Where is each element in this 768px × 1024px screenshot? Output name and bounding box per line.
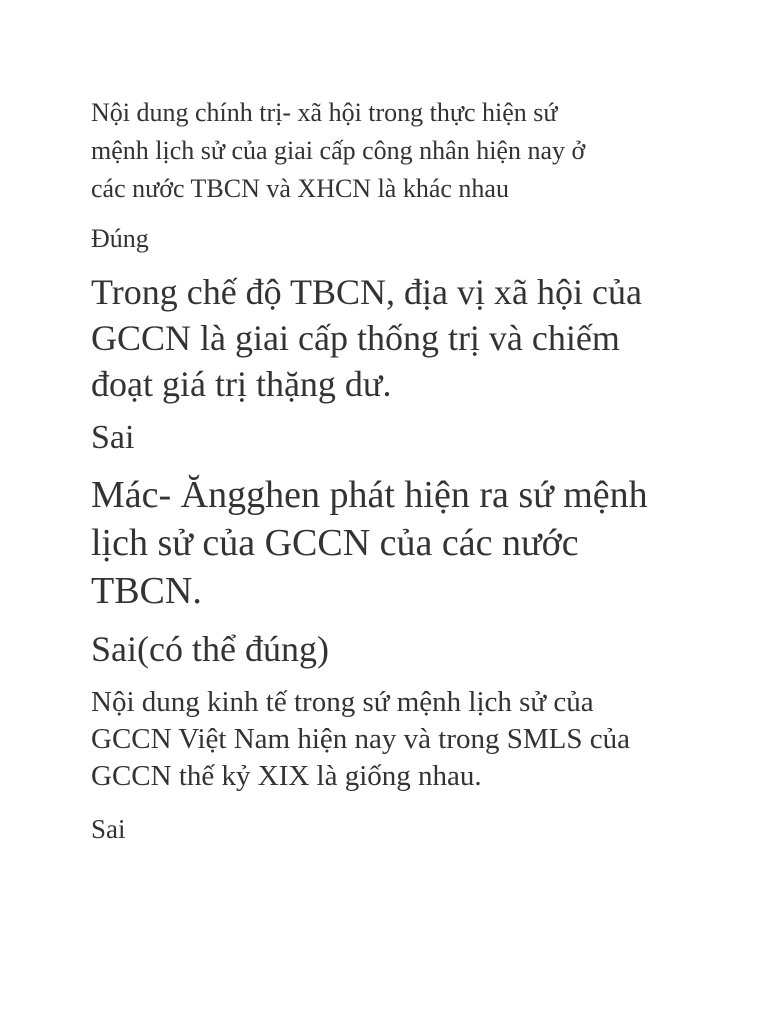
question-1 bbox=[91, 94, 585, 208]
question-line: các nước TBCN và XHCN là khác nhau bbox=[91, 174, 509, 203]
question-line: Nội dung kinh tế trong sứ mệnh lịch sử của bbox=[91, 686, 594, 718]
question-3 bbox=[91, 471, 648, 615]
question-line: mệnh lịch sử của giai cấp công nhân hiện nay ở bbox=[91, 136, 586, 165]
question-line: TBCN. bbox=[91, 570, 202, 612]
answer-3: Sai(có thể đúng) bbox=[91, 629, 329, 669]
answer-1: Đúng bbox=[91, 224, 149, 253]
question-line: Trong chế độ TBCN, địa vị xã hội của bbox=[91, 272, 642, 312]
question-line: lịch sử của GCCN của các nước bbox=[91, 522, 579, 564]
question-line: Mác- Ăngghen phát hiện ra sứ mệnh bbox=[91, 474, 648, 516]
question-line: GCCN Việt Nam hiện nay và trong SMLS của bbox=[91, 723, 630, 755]
answer-4: Sai bbox=[91, 814, 126, 844]
answer-2: Sai bbox=[91, 419, 135, 456]
question-line: đoạt giá trị thặng dư. bbox=[91, 364, 392, 404]
question-line: GCCN là giai cấp thống trị và chiếm bbox=[91, 318, 620, 358]
question-line: GCCN thế kỷ XIX là giống nhau. bbox=[91, 760, 482, 792]
question-line: Nội dung chính trị- xã hội trong thực hiện sứ bbox=[91, 98, 558, 127]
question-2 bbox=[91, 269, 642, 407]
question-4 bbox=[91, 684, 630, 795]
